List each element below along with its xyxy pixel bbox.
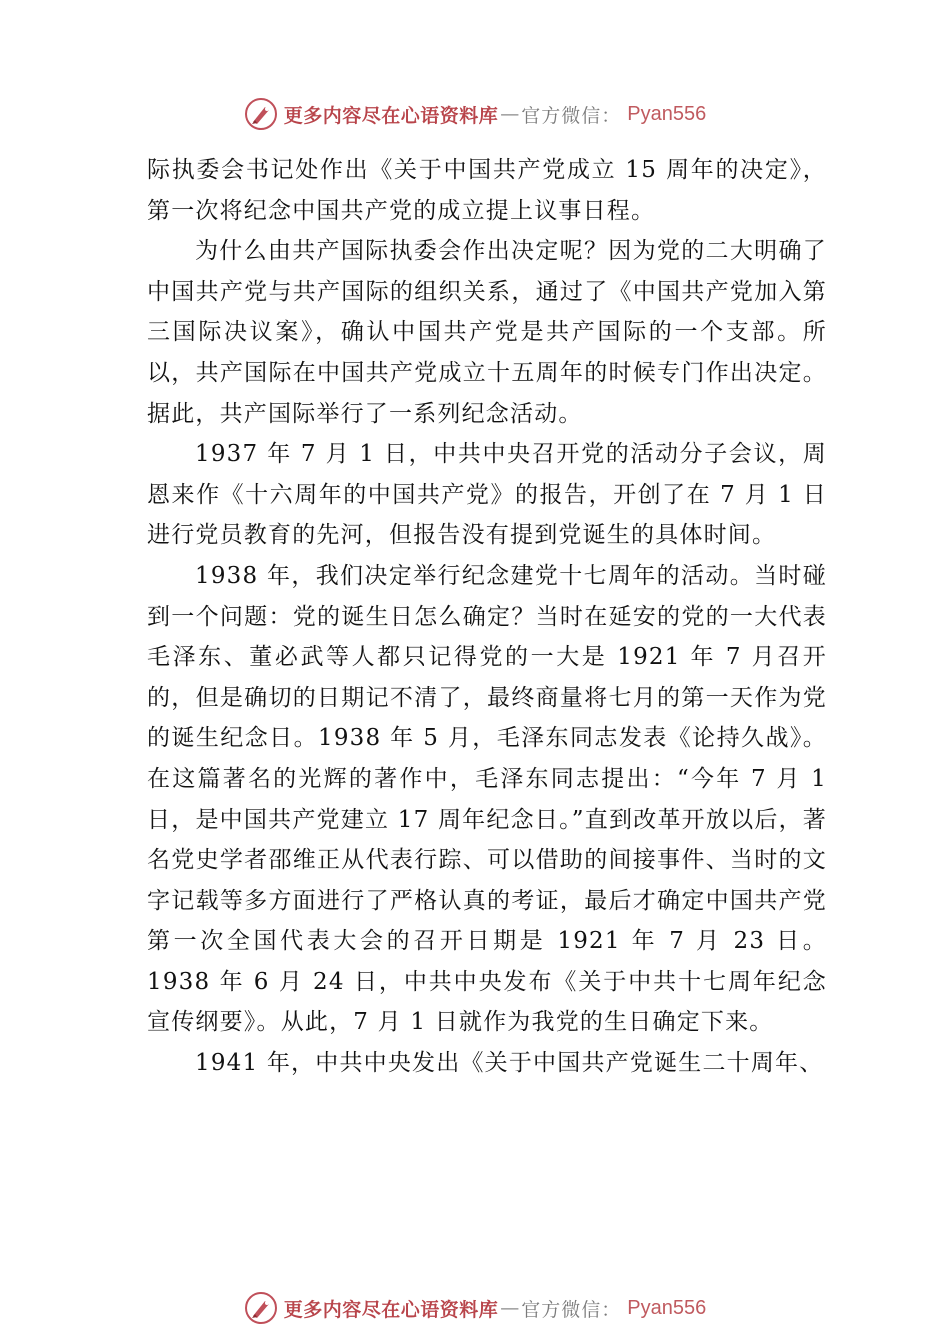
footer-banner <box>0 1288 950 1328</box>
footer-brand-text: 更多内容尽在心语资料库 <box>283 1298 499 1321</box>
paragraph-3: 1937 年 7 月 1 日，中共中央召开党的活动分子会议，周恩来作《十六周年的中国共产党》的报告，开创了在 7 月 1 日进行党员教育的先河，但报告没有提到党诞生的具体时间。 <box>147 441 827 549</box>
header-dash: — <box>500 103 520 125</box>
header-brand-text: 更多内容尽在心语资料库 <box>283 104 499 127</box>
footer-dash: — <box>500 1297 520 1319</box>
pen-nib-logo-icon <box>244 1291 278 1325</box>
header-official-label: 官方微信： <box>521 104 622 127</box>
paragraph-1: 际执委会书记处作出《关于中国共产党成立 15 周年的决定》，第一次将纪念中国共产党的成立提上议事日程。 <box>147 157 827 224</box>
pen-nib-logo-icon <box>244 97 278 131</box>
footer-wechat-id: Pyan556 <box>627 1296 707 1319</box>
header-wechat-id: Pyan556 <box>627 102 707 125</box>
header-banner <box>0 94 950 134</box>
footer-official-label: 官方微信： <box>521 1298 622 1321</box>
paragraph-4: 1938 年，我们决定举行纪念建党十七周年的活动。当时碰到一个问题：党的诞生日怎么确定？当时在延安的党的一大代表毛泽东、董必武等人都只记得党的一大是 1921 年 7 月召开的，但是确切的日期记不清了，最终商量将七月的第一天作为党的诞生纪念日。1938 年 5 月，毛泽东同志发表《论持久战》。在这篇著名的光辉的著作中，毛泽东同志提出：“今年 7 月 1 日，是中国共产党建立 17 周年纪念日。”直到改革开放以后，著名党史学者邵维正从代表行踪、可以借助的间接事件、当时的文字记载等多方面进行了严格认真的考证，最后才确定中国共产党第一次全国代表大会的召开日期是 1921 年 7 月 23 日。1938 年 6 月 24 日，中共中央发布《关于中共十七周年纪念宣传纲要》。从此，7 月 1 日就作为我党的生日确定下来。 <box>147 562 827 1036</box>
document-body <box>147 150 827 1084</box>
paragraph-5: 1941 年，中共中央发出《关于中国共产党诞生二十周年、 <box>195 1050 824 1077</box>
paragraph-2: 为什么由共产国际执委会作出决定呢？因为党的二大明确了中国共产党与共产国际的组织关系，通过了《中国共产党加入第三国际决议案》，确认中国共产党是共产国际的一个支部。所以，共产国际在中国共产党成立十五周年的时候专门作出决定。据此，共产国际举行了一系列纪念活动。 <box>147 238 827 427</box>
